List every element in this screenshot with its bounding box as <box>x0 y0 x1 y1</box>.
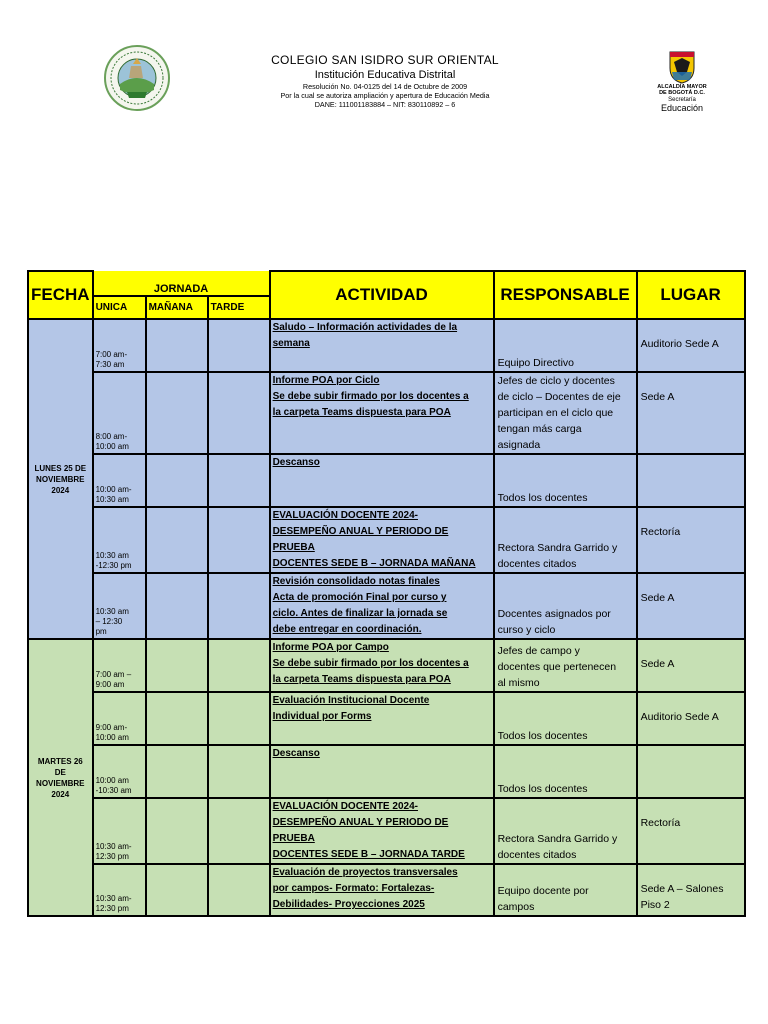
time-line: 7:30 am <box>95 360 125 369</box>
header-fecha: FECHA <box>28 271 93 319</box>
lugar-cell <box>637 454 745 507</box>
responsable-line: al mismo <box>497 677 540 689</box>
responsable-line: Todos los docentes <box>497 492 588 504</box>
actividad-line: la carpeta Teams dispuesta para POA <box>272 407 451 418</box>
time-line: 10:30 am- <box>95 842 132 851</box>
responsable-line: Docentes asignados por <box>497 608 611 620</box>
lugar-line: Auditorio Sede A <box>640 711 719 723</box>
date-line: DE <box>54 767 66 777</box>
actividad-line: PRUEBA <box>272 833 315 844</box>
schedule-row <box>28 454 745 507</box>
schedule-body <box>28 319 745 916</box>
time-line: 10:30 am <box>95 495 129 504</box>
header-text-block <box>230 52 540 109</box>
actividad-cell <box>270 798 494 864</box>
lugar-line: Rectoría <box>640 526 681 538</box>
actividad-line: Saludo – Información actividades de la <box>272 322 458 333</box>
responsable-line: Todos los docentes <box>497 730 588 742</box>
tarde-cell <box>208 798 270 864</box>
responsable-cell <box>494 573 637 639</box>
time-line: 10:30 am- <box>95 894 132 903</box>
actividad-line: debe entregar en coordinación. <box>272 624 422 635</box>
time-line: pm <box>95 627 107 636</box>
time-cell <box>93 573 146 639</box>
date-line: LUNES 25 DE <box>34 463 87 473</box>
document-header <box>0 0 768 130</box>
responsable-cell <box>494 798 637 864</box>
actividad-line: por campos- Formato: Fortalezas- <box>272 883 435 894</box>
actividad-line: la carpeta Teams dispuesta para POA <box>272 674 451 685</box>
lugar-cell <box>637 372 745 454</box>
actividad-line: Revisión consolidado notas finales <box>272 576 440 587</box>
time-line: 8:00 am- <box>95 432 128 441</box>
responsable-cell <box>494 692 637 745</box>
responsable-line: Todos los docentes <box>497 783 588 795</box>
actividad-line: Evaluación Institucional Docente <box>272 695 430 706</box>
time-line: -12:30 pm <box>95 561 132 570</box>
time-cell <box>93 639 146 692</box>
tarde-cell <box>208 864 270 916</box>
school-name: COLEGIO SAN ISIDRO SUR ORIENTAL <box>271 53 499 67</box>
lugar-cell <box>637 798 745 864</box>
responsable-line: campos <box>497 901 535 913</box>
time-line: 10:00 am <box>95 776 129 785</box>
schedule-table <box>27 270 746 917</box>
actividad-cell <box>270 639 494 692</box>
responsable-cell <box>494 319 637 372</box>
actividad-cell <box>270 692 494 745</box>
responsable-line: docentes citados <box>497 849 577 861</box>
lugar-line: Sede A <box>640 391 675 403</box>
lugar-cell <box>637 639 745 692</box>
time-line: 10:00 am <box>95 733 129 742</box>
responsable-cell <box>494 372 637 454</box>
authorization-line: Por la cual se autoriza ampliación y apertura de Educación Media <box>280 91 490 100</box>
time-line: 9:00 am- <box>95 723 128 732</box>
tarde-cell <box>208 745 270 798</box>
actividad-cell <box>270 319 494 372</box>
tarde-cell <box>208 319 270 372</box>
time-line: 10:30 am <box>95 551 129 560</box>
actividad-line: Se debe subir firmado por los docentes a <box>272 658 469 669</box>
manana-cell <box>146 798 208 864</box>
manana-cell <box>146 573 208 639</box>
header-actividad: ACTIVIDAD <box>270 271 494 319</box>
actividad-cell <box>270 507 494 573</box>
date-line: 2024 <box>51 789 70 799</box>
responsable-line: Jefes de ciclo y docentes <box>497 375 615 387</box>
time-cell <box>93 798 146 864</box>
schedule-row <box>28 745 745 798</box>
time-line: 7:00 am – <box>95 670 132 679</box>
actividad-line: ciclo. Antes de finalizar la jornada se <box>272 608 448 619</box>
actividad-cell <box>270 573 494 639</box>
time-line: 9:00 am <box>95 680 125 689</box>
actividad-line: DOCENTES SEDE B – JORNADA TARDE <box>272 849 465 860</box>
time-cell <box>93 319 146 372</box>
lugar-line: Sede A <box>640 658 675 670</box>
actividad-line: Descanso <box>272 748 320 759</box>
actividad-cell <box>270 372 494 454</box>
manana-cell <box>146 454 208 507</box>
tarde-cell <box>208 639 270 692</box>
time-line: 12:30 pm <box>95 904 129 913</box>
actividad-line: Evaluación de proyectos transversales <box>272 867 458 878</box>
date-line: NOVIEMBRE <box>36 474 85 484</box>
responsable-line: de ciclo – Docentes de eje <box>497 391 621 403</box>
schedule-row <box>28 319 745 372</box>
educacion-line: Educación <box>660 103 704 113</box>
responsable-line: tengan más carga <box>497 423 582 435</box>
actividad-line: Se debe subir firmado por los docentes a <box>272 391 469 402</box>
dane-nit-line: DANE: 111001183884 – NIT: 830110892 – 6 <box>314 100 456 109</box>
header-manana: MAÑANA <box>146 296 208 319</box>
responsable-line: Equipo docente por <box>497 885 589 897</box>
manana-cell <box>146 507 208 573</box>
header-lugar: LUGAR <box>637 271 745 319</box>
actividad-line: EVALUACIÓN DOCENTE 2024- <box>272 801 418 812</box>
lugar-cell <box>637 864 745 916</box>
time-line: 7:00 am- <box>95 350 128 359</box>
lugar-cell <box>637 507 745 573</box>
actividad-line: Acta de promoción Final por curso y <box>272 592 447 603</box>
schedule-row <box>28 864 745 916</box>
time-line: 12:30 pm <box>95 852 129 861</box>
institution-type: Institución Educativa Distrital <box>314 69 456 81</box>
responsable-line: Jefes de campo y <box>497 645 580 657</box>
alcaldia-line-2: DE BOGOTÁ D.C. <box>659 90 705 96</box>
school-crest-logo <box>103 44 171 112</box>
actividad-line: Debilidades- Proyecciones 2025 <box>272 899 425 910</box>
date-line: 2024 <box>51 485 70 495</box>
schedule-row <box>28 507 745 573</box>
responsable-cell <box>494 454 637 507</box>
responsable-cell <box>494 507 637 573</box>
responsable-line: docentes citados <box>497 558 577 570</box>
schedule-row <box>28 573 745 639</box>
lugar-cell <box>637 319 745 372</box>
time-cell <box>93 507 146 573</box>
tarde-cell <box>208 454 270 507</box>
responsable-cell <box>494 639 637 692</box>
manana-cell <box>146 745 208 798</box>
actividad-cell <box>270 745 494 798</box>
time-cell <box>93 692 146 745</box>
date-line: NOVIEMBRE <box>36 778 85 788</box>
manana-cell <box>146 692 208 745</box>
actividad-line: DOCENTES SEDE B – JORNADA MAÑANA <box>272 558 476 569</box>
resolution-line: Resolución No. 04-0125 del 14 de Octubre de 2009 <box>302 82 468 91</box>
date-cell <box>28 319 93 639</box>
header-tarde: TARDE <box>208 296 270 319</box>
lugar-line: Piso 2 <box>640 899 670 911</box>
actividad-cell <box>270 864 494 916</box>
secretaria-line: Secretaría <box>668 97 696 103</box>
responsable-line: curso y ciclo <box>497 624 556 636</box>
actividad-line: Informe POA por Ciclo <box>272 375 380 386</box>
date-cell <box>28 639 93 916</box>
bogota-education-logo <box>654 50 710 114</box>
header-unica: UNICA <box>93 296 146 319</box>
actividad-line: Individual por Forms <box>272 711 372 722</box>
responsable-line: participan en el ciclo que <box>497 407 614 419</box>
schedule-row <box>28 639 745 692</box>
tarde-cell <box>208 507 270 573</box>
schedule-row <box>28 692 745 745</box>
actividad-line: PRUEBA <box>272 542 315 553</box>
time-cell <box>93 864 146 916</box>
time-cell <box>93 454 146 507</box>
lugar-cell <box>637 745 745 798</box>
lugar-cell <box>637 692 745 745</box>
responsable-line: Rectora Sandra Garrido y <box>497 542 618 554</box>
actividad-line: Informe POA por Campo <box>272 642 389 653</box>
responsable-line: docentes que pertenecen <box>497 661 617 673</box>
schedule-row <box>28 372 745 454</box>
time-cell <box>93 372 146 454</box>
header-jornada: JORNADA <box>93 271 270 296</box>
time-line: 10:30 am <box>95 607 129 616</box>
tarde-cell <box>208 692 270 745</box>
date-line: MARTES 26 <box>37 756 83 766</box>
responsable-cell <box>494 864 637 916</box>
actividad-cell <box>270 454 494 507</box>
responsable-line: Rectora Sandra Garrido y <box>497 833 618 845</box>
actividad-line: DESEMPEÑO ANUAL Y PERIODO DE <box>272 526 449 537</box>
manana-cell <box>146 639 208 692</box>
actividad-line: EVALUACIÓN DOCENTE 2024- <box>272 510 418 521</box>
responsable-line: asignada <box>497 439 541 451</box>
time-line: 10:00 am <box>95 442 129 451</box>
tarde-cell <box>208 372 270 454</box>
lugar-line: Sede A – Salones <box>640 883 724 895</box>
actividad-line: semana <box>272 338 310 349</box>
time-line: – 12:30 <box>95 617 123 626</box>
time-line: -10:30 am <box>95 786 132 795</box>
lugar-line: Sede A <box>640 592 675 604</box>
lugar-line: Rectoría <box>640 817 681 829</box>
manana-cell <box>146 864 208 916</box>
manana-cell <box>146 319 208 372</box>
manana-cell <box>146 372 208 454</box>
lugar-cell <box>637 573 745 639</box>
responsable-line: Equipo Directivo <box>497 357 575 369</box>
tarde-cell <box>208 573 270 639</box>
responsable-cell <box>494 745 637 798</box>
actividad-line: DESEMPEÑO ANUAL Y PERIODO DE <box>272 817 449 828</box>
actividad-line: Descanso <box>272 457 320 468</box>
schedule-row <box>28 798 745 864</box>
lugar-line: Auditorio Sede A <box>640 338 719 350</box>
alcaldia-line-1: ALCALDÍA MAYOR <box>657 84 707 90</box>
time-line: 10:00 am- <box>95 485 132 494</box>
header-responsable: RESPONSABLE <box>494 271 637 319</box>
time-cell <box>93 745 146 798</box>
